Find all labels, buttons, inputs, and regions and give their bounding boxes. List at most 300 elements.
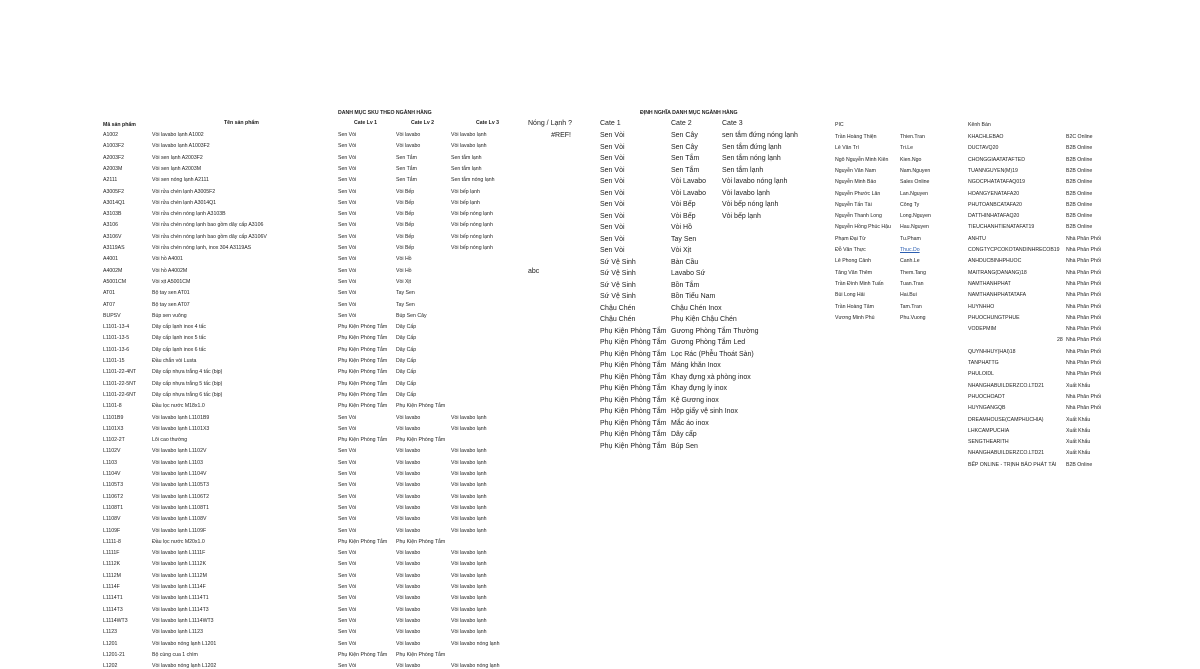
sku-cate-lv1: Sen Vòi: [338, 663, 357, 669]
sku-cate-lv1: Sen Vòi: [338, 561, 357, 568]
sku-cate-lv1: Sen Vòi: [338, 550, 357, 557]
sku-cate-lv1: Sen Vòi: [338, 256, 357, 263]
sales-channel: Xuất Khẩu: [1066, 439, 1091, 446]
sku-cate-lv2: Dây Cấp: [396, 346, 417, 353]
sku-code: L1112K: [103, 561, 121, 568]
customer-code: PHUOCHUNGTPHUE: [968, 314, 1020, 321]
pic-name: Tăng Văn Thêm: [835, 269, 873, 276]
sku-cate-lv3: Vòi lavabo lạnh: [451, 584, 487, 590]
sku-name: Dây cấp nhựa trắng 6 tấc (bịp): [152, 391, 223, 398]
sku-code: L1101-13-4: [103, 324, 130, 331]
pic-username: Them.Tang: [900, 269, 926, 276]
cate1-value: Phụ Kiện Phòng Tắm: [600, 373, 667, 381]
cate2-value: Sen Tắm: [671, 166, 700, 174]
sku-code: L1114WT3: [103, 617, 128, 624]
sku-name: Vòi rửa chén nóng lạnh bao gồm dây cấp A3106: [152, 222, 264, 229]
sku-name: Vòi rửa chén nóng lạnh bao gồm dây cấp A3106V: [152, 233, 267, 240]
cate1-value: Sen Vòi: [600, 178, 625, 185]
sku-cate-lv3: Vòi bếp nóng lạnh: [451, 245, 493, 251]
sku-cate-lv2: Búp Sen Cây: [396, 312, 427, 319]
sku-cate-lv3: Vòi lavabo lạnh: [451, 550, 487, 557]
sales-channel: B2B Online: [1066, 213, 1093, 220]
cate1-value: Chậu Chén: [600, 304, 636, 312]
sku-cate-lv3: Vòi lavabo lạnh: [451, 425, 487, 432]
cate2-value: Vòi Hồ: [671, 224, 693, 231]
pic-name: Nguyễn Minh Bảo: [835, 179, 877, 186]
sku-cate-lv3: Vòi bếp lạnh: [451, 188, 480, 195]
sku-cate-lv3: Vòi bếp lạnh: [451, 199, 480, 206]
sku-code: L1111F: [103, 550, 120, 557]
cate2-value: Chậu Chén Inox: [671, 304, 722, 312]
pic-name: Vương Minh Phú: [835, 314, 875, 321]
cate3-value: Sen tắm đứng lạnh: [722, 143, 782, 151]
sku-cate-lv1: Sen Vòi: [338, 640, 357, 647]
header-cate-lv2: Cate Lv 2: [411, 120, 435, 126]
sku-cate-lv2: Vòi lavabo: [396, 595, 421, 602]
cate3-value: Vòi lavabo nóng lạnh: [722, 178, 788, 185]
customer-code: CONGTYCPCOKOTANDINHRECOB19: [968, 247, 1060, 253]
sku-code: L1101-22-6NT: [103, 391, 137, 398]
cate1-value: Phụ Kiện Phòng Tắm: [600, 385, 667, 392]
sku-cate-lv3: Vòi lavabo lạnh: [451, 527, 487, 534]
sku-cate-lv3: Sen tắm lạnh: [451, 154, 482, 161]
pic-username: Hai.Bui: [900, 292, 917, 299]
customer-code: TIEUCHANHTIENATAFAT19: [968, 224, 1035, 231]
note-value: 28: [1057, 337, 1063, 343]
cate2-value: Búp Sen: [671, 442, 698, 450]
cate1-value: Sen Vòi: [600, 143, 625, 151]
sku-cate-lv2: Vòi lavabo: [396, 482, 421, 489]
sku-cate-lv3: Vòi lavabo nóng lạnh: [451, 663, 500, 669]
customer-code: PHUOCHOADT: [968, 393, 1005, 400]
sales-channel: Nhà Phân Phối: [1066, 292, 1101, 299]
customer-code: TANPHATTG: [968, 360, 999, 366]
pic-username: Canh.Le: [900, 258, 920, 265]
pic-username: Kien.Ngo: [900, 156, 922, 163]
sku-name: Vòi lavabo lạnh L1103: [152, 459, 203, 466]
sku-cate-lv1: Sen Vòi: [338, 132, 357, 138]
nong-lanh-value: abc: [528, 267, 540, 275]
sku-code: L1103: [103, 459, 118, 466]
sku-cate-lv1: Sen Vòi: [338, 448, 357, 455]
customer-code: PHUTOANBCATAFA20: [968, 201, 1022, 208]
sku-cate-lv2: Vòi lavabo: [396, 471, 421, 477]
sku-cate-lv2: Vòi Bếp: [396, 245, 415, 251]
cate1-value: Phụ Kiện Phòng Tắm: [600, 419, 667, 427]
sku-cate-lv1: Sen Vòi: [338, 617, 357, 624]
pic-username: Nam.Nguyen: [900, 167, 931, 174]
sku-cate-lv3: Vòi bếp nóng lạnh: [451, 211, 493, 218]
sku-name: Vòi lavabo lạnh L1112K: [152, 561, 207, 568]
customer-code: NHANGHABUILDERZCO.LTD21: [968, 450, 1045, 457]
customer-code: SENGTHEARITH: [968, 439, 1009, 446]
customer-code: DATTHINHATAFAQ20: [968, 213, 1020, 220]
sku-cate-lv3: Vòi lavabo lạnh: [451, 414, 487, 421]
sku-name: Bộ tay sen AT07: [152, 301, 190, 308]
pic-username: Tri.Le: [900, 145, 914, 152]
customer-code: HUYNHHO: [968, 303, 995, 310]
cate2-value: Lavabo Sứ: [671, 270, 706, 277]
sales-channel: Nhà Phân Phối: [1066, 371, 1101, 378]
sku-cate-lv1: Sen Vòi: [338, 199, 357, 206]
sku-name: Vòi lavabo lạnh L1109F: [152, 527, 207, 534]
sku-cate-lv2: Phụ Kiện Phòng Tắm: [396, 403, 446, 410]
header-pic: PIC: [835, 122, 844, 128]
sku-code: L1101-22-4NT: [103, 369, 137, 376]
sku-cate-lv1: Sen Vòi: [338, 278, 357, 285]
sku-code: L1111-8: [103, 538, 121, 545]
header-cate-lv1: Cate Lv 1: [354, 120, 378, 126]
sku-code: L1201-21: [103, 651, 125, 658]
cate2-value: Sen Cây: [671, 143, 698, 151]
sku-cate-lv2: Vòi lavabo: [396, 584, 421, 590]
cate2-value: Hộp giấy vệ sinh Inox: [671, 408, 738, 415]
cate3-value: Vòi bếp lạnh: [722, 212, 761, 220]
sku-name: Vòi lavabo lạnh L1114T1: [152, 595, 209, 602]
sku-cate-lv1: Phụ Kiện Phòng Tắm: [338, 324, 388, 331]
sku-code: L1114T3: [103, 606, 123, 613]
sales-channel: Nhà Phân Phối: [1066, 393, 1101, 400]
sku-cate-lv1: Sen Vòi: [338, 595, 357, 602]
sku-cate-lv2: Dây Cấp: [396, 324, 417, 331]
customer-code: ANHDUCBINHPHUOC: [968, 258, 1022, 265]
sku-cate-lv1: Sen Vòi: [338, 414, 357, 421]
sku-cate-lv2: Vòi lavabo: [396, 640, 421, 647]
sku-cate-lv1: Sen Vòi: [338, 425, 357, 432]
customer-code: BẾP ONLINE - TRỊNH BẢO PHÁT TÀI: [968, 461, 1057, 468]
sku-cate-lv1: Sen Vòi: [338, 606, 357, 613]
cate1-value: Chậu Chén: [600, 316, 636, 323]
pic-username: Tuan.Tran: [900, 280, 924, 287]
sales-channel: Nhà Phân Phối: [1066, 258, 1101, 265]
sku-code: L1105T3: [103, 482, 124, 489]
sku-cate-lv1: Phụ Kiện Phòng Tắm: [338, 403, 388, 410]
sales-channel: Nhà Phân Phối: [1066, 235, 1101, 242]
sku-cate-lv2: Vòi Bếp: [396, 188, 415, 195]
sku-cate-lv1: Sen Vòi: [338, 527, 357, 534]
sku-code: L1201: [103, 640, 118, 647]
customer-code: QUYNHHUY(HAI)18: [968, 348, 1016, 355]
cate2-value: Kệ Gương inox: [671, 396, 719, 404]
sku-code: L1106T2: [103, 493, 124, 500]
sku-cate-lv2: Vòi lavabo: [396, 572, 421, 579]
cate3-value: Sen tắm nóng lạnh: [722, 155, 781, 162]
sku-cate-lv3: Vòi lavabo lạnh: [451, 617, 487, 624]
sku-cate-lv3: Sen tắm lạnh: [451, 165, 482, 172]
sku-cate-lv1: Sen Vòi: [338, 267, 357, 274]
sku-name: Vòi lavabo lạnh A1002: [152, 132, 204, 138]
cate3-value: Sen tắm lạnh: [722, 166, 764, 174]
sales-channel: Nhà Phân Phối: [1066, 303, 1101, 310]
sku-name: Đầu lọc nước M18x1.0: [152, 403, 205, 410]
cate2-value: Vòi Lavabo: [671, 178, 707, 185]
sku-code: L1123: [103, 629, 118, 636]
sku-name: Bộ cùng cua 1 chìm: [152, 651, 198, 658]
sku-cate-lv2: Dây Cấp: [396, 335, 417, 342]
sku-cate-lv2: Sen Tắm: [396, 154, 417, 161]
pic-username: Lan.Nguyen: [900, 190, 928, 197]
sku-cate-lv3: Vòi lavabo lạnh: [451, 606, 487, 613]
sku-cate-lv1: Sen Vòi: [338, 143, 357, 150]
cate1-value: Sen Vòi: [600, 212, 625, 220]
customer-code: CHONGGIAATATAFTED: [968, 156, 1025, 163]
pic-username: Phu.Vuong: [900, 314, 926, 321]
pic-username: Thien.Tran: [900, 134, 925, 140]
customer-code: KHACHLEBAO: [968, 134, 1004, 140]
customer-code: LHKCAMPUCHIA: [968, 427, 1010, 434]
pic-name: Nguyễn Văn Nam: [835, 167, 876, 174]
cate1-value: Phụ Kiện Phòng Tắm: [600, 362, 667, 369]
sku-code: A3005F2: [103, 188, 125, 195]
sku-cate-lv2: Vòi lavabo: [396, 663, 421, 669]
sku-code: A2111: [103, 177, 118, 184]
sku-cate-lv3: Vòi bếp nóng lạnh: [451, 222, 493, 229]
pic-name: Nguyễn Hồng Phúc Hậu: [835, 224, 891, 231]
customer-code: MAITRANG(DANANG)18: [968, 269, 1027, 276]
cate2-value: Khay đựng xà phòng inox: [671, 373, 751, 381]
sku-cate-lv3: Vòi lavabo lạnh: [451, 471, 487, 477]
sku-code: L1101-13-6: [103, 346, 130, 353]
sku-code: L1101X3: [103, 425, 124, 432]
cate2-value: Vòi Lavabo: [671, 189, 707, 197]
sku-name: Vòi lavabo lạnh L1105T3: [152, 482, 210, 489]
sku-cate-lv3: Vòi lavabo lạnh: [451, 132, 487, 138]
sku-code: L1108V: [103, 516, 121, 523]
header-cate-lv3: Cate Lv 3: [476, 120, 500, 126]
sku-code: L1104V: [103, 471, 121, 477]
sku-code: L1109F: [103, 527, 121, 534]
sku-code: L1101-13-5: [103, 335, 130, 342]
sku-cate-lv2: Vòi Hồ: [396, 256, 412, 263]
cate1-value: Phụ Kiện Phòng Tắm: [600, 339, 667, 346]
sku-cate-lv2: Vòi lavabo: [396, 527, 421, 534]
cate2-value: Mắc áo inox: [671, 419, 709, 427]
sku-cate-lv3: Vòi lavabo lạnh: [451, 516, 487, 523]
sku-cate-lv1: Phụ Kiện Phòng Tắm: [338, 538, 388, 545]
cate2-value: Máng khăn Inox: [671, 362, 721, 369]
sku-name: Vòi hồ A4001: [152, 256, 183, 263]
pic-username: Tu.Pham: [900, 235, 921, 242]
sku-code: L1101-22-5NT: [103, 380, 137, 387]
sales-channel: Nhà Phân Phối: [1066, 337, 1101, 344]
cate1-value: Sứ Vệ Sinh: [600, 293, 636, 300]
customer-code: NHANGHABUILDERZCO.LTD21: [968, 382, 1045, 389]
sku-code: A4001: [103, 256, 119, 263]
sales-channel: B2B Online: [1066, 190, 1093, 197]
sku-name: Vòi lavabo lạnh L1108V: [152, 516, 207, 523]
sales-channel: Nhà Phân Phối: [1066, 326, 1101, 333]
cate1-value: Sen Vòi: [600, 166, 625, 174]
sku-cate-lv2: Vòi Xịt: [396, 278, 411, 285]
sku-code: A3106V: [103, 233, 122, 240]
cate1-value: Sen Vòi: [600, 201, 625, 208]
sku-code: A2003M: [103, 165, 123, 172]
sku-cate-lv1: Phụ Kiện Phòng Tắm: [338, 369, 388, 376]
cate1-value: Sen Vòi: [600, 224, 625, 231]
cate1-value: Sen Vòi: [600, 235, 625, 243]
pic-username: Thuc.Do: [900, 247, 920, 253]
pic-username: Hau.Nguyen: [900, 224, 929, 231]
sku-cate-lv2: Dây Cấp: [396, 391, 417, 398]
sku-cate-lv3: Vòi lavabo lạnh: [451, 448, 487, 455]
pic-name: Lê Phong Cảnh: [835, 258, 872, 265]
sku-code: A3014Q1: [103, 199, 125, 206]
cate1-value: Phụ Kiện Phòng Tắm: [600, 442, 667, 450]
sku-name: Vòi lavabo lạnh L1101B9: [152, 414, 210, 421]
sku-cate-lv3: Vòi lavabo nóng lạnh: [451, 640, 500, 647]
sales-channel: Nhà Phân Phối: [1066, 280, 1101, 287]
sku-code: L1102V: [103, 448, 121, 455]
header-cate1: Cate 1: [600, 120, 621, 127]
sku-cate-lv2: Tay Sen: [396, 301, 415, 308]
sku-code: A2003F2: [103, 154, 125, 161]
sku-code: AT07: [103, 301, 116, 308]
pic-username: Tam.Tran: [900, 303, 922, 310]
sku-code: AT01: [103, 290, 116, 297]
sku-cate-lv1: Sen Vòi: [338, 154, 357, 161]
sales-channel: Xuất Khẩu: [1066, 427, 1091, 434]
sku-name: Dây cấp lạnh inox 4 tấc: [152, 324, 206, 331]
sku-cate-lv1: Phụ Kiện Phòng Tắm: [338, 391, 388, 398]
sku-name: Vòi lavabo lạnh L1102V: [152, 448, 207, 455]
sales-channel: B2B Online: [1066, 145, 1093, 152]
sku-code: L1112M: [103, 572, 121, 579]
sku-name: Vòi lavabo lạnh A1003F2: [152, 143, 210, 150]
sku-code: A1003F2: [103, 143, 125, 150]
cate1-value: Sen Vòi: [600, 189, 625, 197]
customer-code: ANHTU: [968, 235, 986, 242]
sku-name: Vòi lavabo lạnh L1123: [152, 629, 203, 636]
sales-channel: Nhà Phân Phối: [1066, 405, 1101, 412]
sku-code: A3103B: [103, 211, 122, 218]
sku-code: BUPSV: [103, 312, 121, 319]
pic-name: Nguyễn Thanh Long: [835, 213, 882, 220]
sku-code: A4002M: [103, 267, 123, 274]
sku-cate-lv1: Sen Vòi: [338, 471, 357, 477]
sku-name: Đầu lọc nước M20x1.0: [152, 538, 205, 545]
sku-name: Vòi lavabo lạnh L1114F: [152, 584, 206, 590]
sku-name: Dây cấp nhựa trắng 5 tấc (bịp): [152, 380, 223, 387]
cate1-value: Sứ Vệ Sinh: [600, 281, 636, 289]
header-nong-lanh: Nóng / Lạnh ?: [528, 120, 572, 127]
sku-cate-lv2: Vòi lavabo: [396, 448, 421, 455]
sku-cate-lv3: Vòi bếp nóng lạnh: [451, 233, 493, 240]
nong-lanh-value: #REF!: [551, 132, 571, 139]
sales-channel: Nhà Phân Phối: [1066, 247, 1101, 253]
cate2-value: Bàn Cầu: [671, 258, 699, 266]
header-cate3: Cate 3: [722, 120, 743, 127]
cate1-value: Phụ Kiện Phòng Tắm: [600, 431, 667, 438]
cate2-value: Tay Sen: [671, 235, 697, 243]
cate1-value: Sứ Vệ Sinh: [600, 258, 636, 266]
sku-cate-lv2: Sen Tắm: [396, 177, 417, 184]
sku-cate-lv1: Sen Vòi: [338, 459, 357, 466]
sku-name: Vòi lavabo lạnh L1101X3: [152, 425, 210, 432]
sku-name: Vòi lavabo lạnh L1114WT3: [152, 617, 214, 624]
sku-cate-lv1: Sen Vòi: [338, 188, 357, 195]
cate1-value: Phụ Kiện Phòng Tắm: [600, 327, 667, 335]
sales-channel: B2C Online: [1066, 134, 1093, 140]
cate2-value: Phụ Kiện Chậu Chén: [671, 316, 737, 323]
sku-cate-lv2: Vòi lavabo: [396, 425, 421, 432]
sku-name: Đầu chắn vòi Lusta: [152, 358, 197, 364]
sku-name: Dây cấp nhựa trắng 4 tấc (bịp): [152, 369, 223, 376]
pic-name: Trần Hoàng Tâm: [835, 303, 874, 310]
sku-name: Bộ tay sen AT01: [152, 290, 190, 297]
sku-cate-lv3: Vòi lavabo lạnh: [451, 493, 487, 500]
sku-cate-lv3: Vòi lavabo lạnh: [451, 504, 487, 511]
sales-channel: Xuất Khẩu: [1066, 416, 1091, 423]
pic-username: Sales Online: [900, 179, 930, 186]
pic-name: Nguyễn Tấn Tài: [835, 201, 872, 208]
cate3-value: Vòi lavabo lạnh: [722, 189, 770, 197]
sku-name: Vòi lavabo lạnh L1111F: [152, 550, 206, 557]
sku-code: A5001CM: [103, 278, 127, 285]
customer-code: TUANNGUYEN(M)19: [968, 167, 1018, 174]
sales-channel: B2B Online: [1066, 179, 1093, 186]
sku-code: A3106: [103, 222, 119, 229]
sku-cate-lv2: Vòi Bếp: [396, 233, 415, 240]
sku-cate-lv2: Vòi lavabo: [396, 550, 421, 557]
sku-cate-lv1: Phụ Kiện Phòng Tắm: [338, 335, 388, 342]
customer-code: VODEPMIM: [968, 326, 997, 333]
sku-cate-lv2: Vòi lavabo: [396, 617, 421, 624]
sku-cate-lv3: Vòi lavabo lạnh: [451, 561, 487, 568]
sales-channel: B2B Online: [1066, 201, 1093, 208]
cate2-value: Khay đựng ly inox: [671, 385, 728, 392]
sku-cate-lv1: Phụ Kiện Phòng Tắm: [338, 346, 388, 353]
pic-name: Trần Hoàng Thiện: [835, 134, 877, 140]
sku-cate-lv1: Phụ Kiện Phòng Tắm: [338, 358, 388, 364]
sales-channel: B2B Online: [1066, 461, 1093, 468]
customer-code: HOANGYENATAFA20: [968, 190, 1020, 197]
sku-name: Vòi sen lạnh A2003M: [152, 165, 202, 172]
sales-channel: B2B Online: [1066, 167, 1093, 174]
sku-name: Vòi lavabo nóng lạnh L1201: [152, 640, 217, 647]
sales-channel: Nhà Phân Phối: [1066, 360, 1101, 366]
sku-name: Lõi cao thường: [152, 437, 188, 444]
sku-name: Vòi lavabo lạnh L1112M: [152, 572, 207, 579]
cate2-value: Sen Tắm: [671, 155, 700, 162]
sku-cate-lv2: Vòi Hồ: [396, 267, 412, 274]
sku-cate-lv1: Sen Vòi: [338, 290, 357, 297]
sku-name: Vòi hồ A4002M: [152, 267, 188, 274]
sku-name: Dây cấp lạnh inox 6 tấc: [152, 346, 206, 353]
sku-cate-lv1: Sen Vòi: [338, 245, 357, 251]
sku-cate-lv1: Phụ Kiện Phòng Tắm: [338, 437, 388, 444]
sku-cate-lv1: Phụ Kiện Phòng Tắm: [338, 651, 388, 658]
pic-name: Đỗ Văn Thực: [835, 247, 866, 253]
sales-channel: B2B Online: [1066, 156, 1093, 163]
sku-name: Vòi lavabo nóng lạnh L1202: [152, 663, 217, 669]
cate1-value: Phụ Kiện Phòng Tắm: [600, 396, 667, 404]
sku-cate-lv2: Vòi lavabo: [396, 516, 421, 523]
customer-code: NGOCPHATATAFAQ019: [968, 179, 1025, 186]
sku-cate-lv2: Vòi lavabo: [396, 606, 421, 613]
sku-name: Dây cấp lạnh inox 5 tấc: [152, 335, 206, 342]
pic-name: Lê Văn Trí: [835, 145, 859, 152]
sku-cate-lv3: Sen tắm nóng lạnh: [451, 177, 495, 184]
sku-cate-lv1: Sen Vòi: [338, 233, 357, 240]
sku-cate-lv1: Sen Vòi: [338, 516, 357, 523]
sku-code: L1101B9: [103, 414, 124, 421]
customer-code: NAMTHANHPHATATAFA: [968, 292, 1027, 299]
cate2-value: Lọc Rác (Phễu Thoát Sàn): [671, 350, 754, 358]
sku-code: L1108T1: [103, 504, 124, 511]
sku-cate-lv1: Sen Vòi: [338, 222, 357, 229]
sales-channel: Nhà Phân Phối: [1066, 314, 1101, 321]
cate3-value: Vòi bếp nóng lạnh: [722, 201, 779, 208]
